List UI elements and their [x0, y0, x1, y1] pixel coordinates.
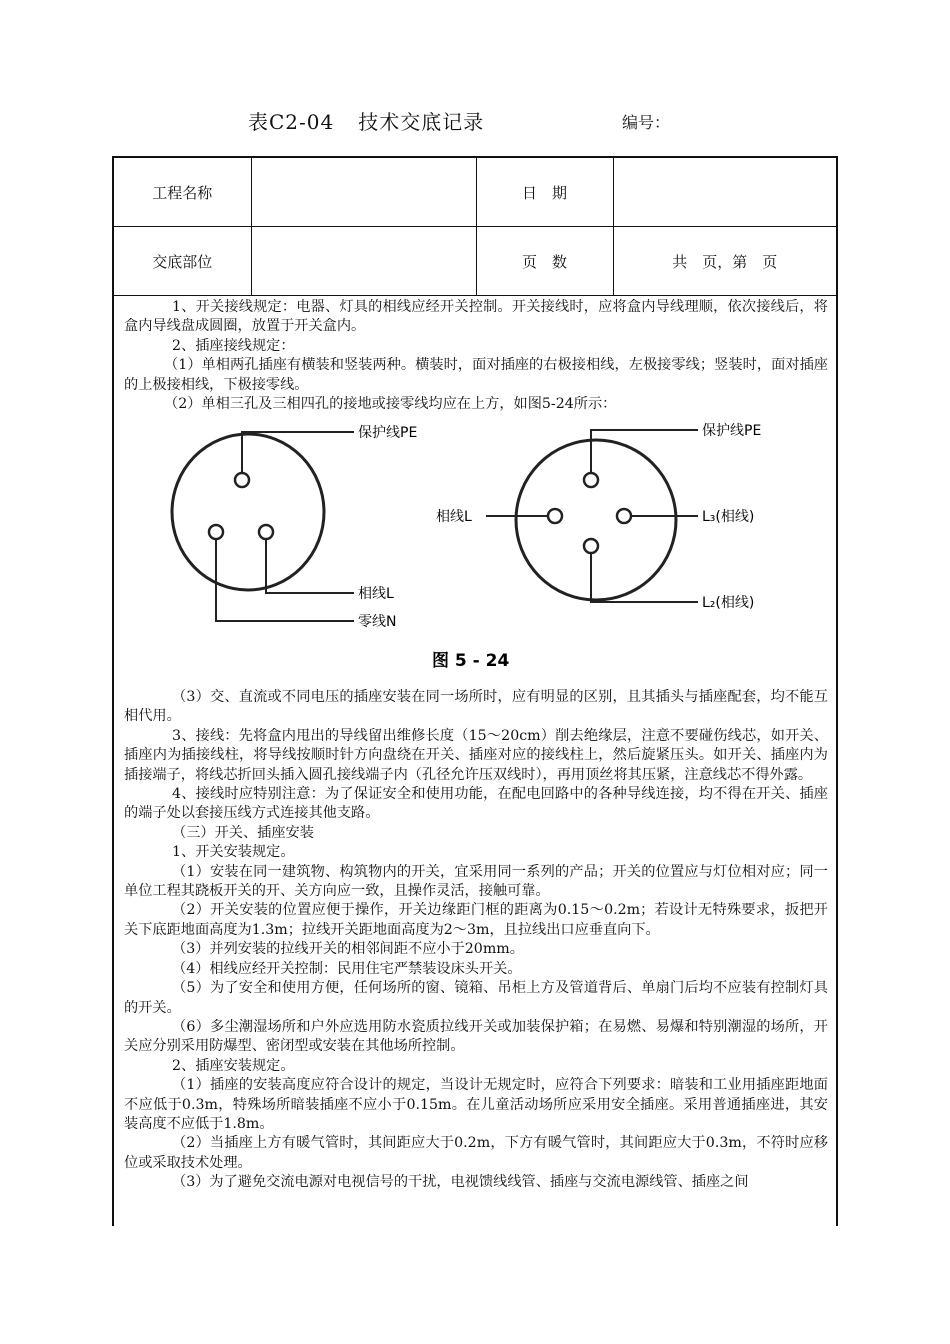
date-field[interactable]	[613, 158, 836, 227]
header-table	[114, 158, 836, 296]
paragraph: （三）开关、插座安装	[172, 824, 314, 841]
paragraph: （1）插座的安装高度应符合设计的规定，当设计无规定时，应符合下列要求：暗装和工业用插座距地面不应低于0.3m，特殊场所暗装插座不应小于0.15m。在儿童活动场所应采用安全插座。采用普通插座进，其安装高度不应低于1.8m。	[124, 1077, 828, 1132]
paragraph: （3）为了避免交流电源对电视信号的干扰，电视馈线线管、插座与交流电源线管、插座之间	[172, 1174, 749, 1191]
figure-caption: 图 5 - 24	[432, 651, 510, 671]
paragraph: 2、插座接线规定：	[172, 337, 295, 354]
document-title	[248, 106, 484, 135]
pages-label: 页 数	[476, 227, 613, 296]
paragraph: （6）多尘潮湿场所和户外应选用防水瓷质拉线开关或加装保护箱；在易燃、易爆和特别潮湿的场所，开关应分别采用防爆型、密闭型或安装在其他场所控制。	[124, 1018, 828, 1055]
paragraph: （5）为了安全和使用方便，任何场所的窗、镜箱、吊柜上方及管道背后、单扇门后均不应装有控制灯具的开关。	[124, 980, 828, 1016]
paragraph: （2）当插座上方有暖气管时，其间距应大于0.2m，下方有暖气管时，其间距应大于0.3m，不符时应移位或采取技术处理。	[124, 1135, 828, 1171]
disclosure-part-label: 交底部位	[114, 227, 251, 296]
right-l2-wire	[591, 553, 698, 602]
right-l-label: 相线L	[436, 509, 472, 525]
right-l2-hole	[584, 539, 598, 553]
date-label: 日 期	[476, 158, 613, 227]
left-n-hole	[209, 525, 223, 539]
content-bottom	[124, 688, 828, 1193]
form-name: 技术交底记录	[358, 110, 485, 134]
right-pe-hole	[584, 473, 598, 487]
left-socket-outline	[172, 434, 324, 590]
left-l-hole	[259, 525, 273, 539]
paragraph: 3、接线：先将盒内甩出的导线留出维修长度（15～20cm）削去绝缘层，注意不要碰伤线芯，如开关、插座内为插接线柱，将导线按顺时针方向盘绕在开关、插座对应的接线柱上，然后旋紧压头。如开关、插座内为插接端子，将线芯折回头插入圆孔接线端子内（孔径允许压双线时），再用顶丝将其压紧，注意线芯不得外露。	[124, 727, 828, 783]
paragraph: （1）安装在同一建筑物、构筑物内的开关，宜采用同一系列的产品；开关的位置应与灯位相对应；同一单位工程其跷板开关的开、关方向应一致，且操作灵活，接触可靠。	[124, 863, 828, 900]
right-l3-label: L₃(相线)	[702, 509, 755, 525]
record-form	[112, 156, 838, 1226]
project-name-field[interactable]	[251, 158, 476, 227]
paragraph: （3）并列安装的拉线开关的相邻间距不应小于20mm。	[172, 941, 524, 958]
paragraph: （3）交、直流或不同电压的插座安装在同一场所时，应有明显的区别，且其插头与插座配套，均不能互相代用。	[124, 689, 828, 725]
pages-field: 共 页，第 页	[613, 227, 836, 296]
project-name-label: 工程名称	[114, 158, 251, 227]
left-l-label: 相线L	[358, 586, 394, 602]
right-l-hole	[548, 509, 562, 523]
left-l-wire	[266, 539, 354, 593]
paragraph: （2）单相三孔及三相四孔的接地或接零线均应在上方，如图5-24所示：	[164, 396, 617, 413]
right-pe-label: 保护线PE	[702, 423, 762, 439]
right-l2-label: L₂(相线)	[702, 595, 755, 611]
paragraph: 1、开关接线规定：电器、灯具的相线应经开关控制。开关接线时，应将盒内导线理顺，依次接线后，将盒内导线盘成圆圈，放置于开关盒内。	[124, 299, 828, 335]
paragraph: （4）相线应经开关控制：民用住宅严禁装设床头开关。	[172, 960, 522, 977]
paragraph: 4、接线时应特别注意：为了保证安全和使用功能，在配电回路中的各种导线连接，均不得在开关、插座的端子处以套接压线方式连接其他支路。	[124, 786, 828, 822]
right-l3-hole	[617, 509, 631, 523]
disclosure-part-field[interactable]	[251, 227, 476, 296]
right-pe-wire	[591, 430, 698, 473]
paragraph: （1）单相两孔插座有横装和竖装两种。横装时，面对插座的右极接相线，左极接零线；竖装时，面对插座的上极接相线，下极接零线。	[124, 357, 828, 393]
content-top	[124, 298, 828, 414]
left-n-label: 零线N	[358, 614, 397, 630]
left-pe-label: 保护线PE	[358, 425, 418, 441]
paragraph: 2、插座安装规定。	[172, 1057, 295, 1074]
paragraph: 1、开关安装规定。	[172, 844, 295, 861]
paragraph: （2）开关安装的位置应便于操作，开关边缘距门框的距离为0.15～0.2m；若设计无特殊要求，扳把开关下底距地面高度为1.3m；拉线开关距地面高度为2～3m，且拉线出口应垂直向下。	[124, 902, 828, 938]
left-pe-hole	[235, 473, 249, 487]
socket-wiring-figure	[158, 418, 798, 678]
form-code: 表C2-04	[248, 110, 335, 134]
right-socket-outline	[516, 440, 676, 600]
serial-number-label: 编号：	[622, 113, 671, 132]
